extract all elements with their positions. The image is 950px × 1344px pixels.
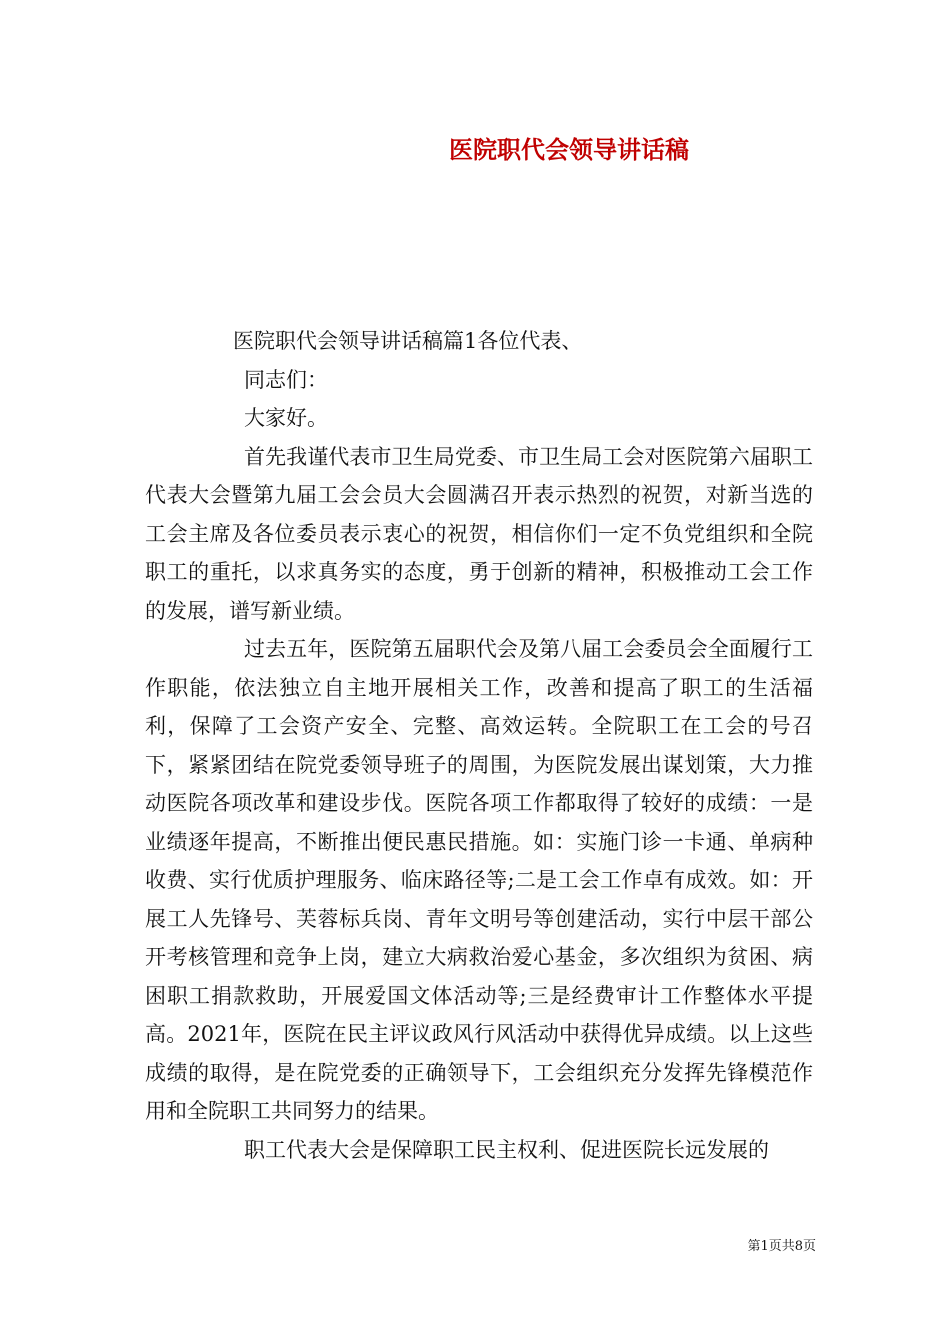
- paragraph-heading: 医院职代会领导讲话稿篇1各位代表、: [233, 329, 583, 353]
- document-body: [145, 322, 813, 1169]
- paragraph-continuation: 职工代表大会是保障职工民主权利、促进医院长远发展的: [244, 1137, 769, 1162]
- paragraph-greeting: 大家好。: [244, 406, 328, 430]
- document-title: 医院职代会领导讲话稿: [449, 135, 689, 164]
- paragraph-salutation: 同志们：: [244, 367, 328, 392]
- paragraph-review: 过去五年，医院第五届职代会及第八届工会委员会全面履行工作职能，依法独立自主地开展相关工作，改善和提高了职工的生活福利，保障了工会资产安全、完整、高效运转。全院职工在工会的号召下，紧紧团结在院党委领导班子的周围，为医院发展出谋划策，大力推动医院各项改革和建设步伐。医院各项工作都取得了较好的成绩：一是业绩逐年提高，不断推出便民惠民措施。如：实施门诊一卡通、单病种收费、实行优质护理服务、临床路径等;二是工会工作卓有成效。如：开展工人先锋号、芙蓉标兵岗、青年文明号等创建活动，实行中层干部公开考核管理和竞争上岗，建立大病救治爱心基金，多次组织为贫困、病困职工捐款救助，开展爱国文体活动等;三是经费审计工作整体水平提高。2021年，医院在民主评议政风行风活动中获得优异成绩。以上这些成绩的取得，是在院党委的正确领导下，工会组织充分发挥先锋模范作用和全院职工共同努力的结果。: [145, 637, 813, 1123]
- page-number: 第1页共8页: [747, 1239, 816, 1254]
- paragraph-congratulation: 首先我谨代表市卫生局党委、市卫生局工会对医院第六届职工代表大会暨第九届工会会员大会圆满召开表示热烈的祝贺，对新当选的工会主席及各位委员表示衷心的祝贺，相信你们一定不负党组织和全院职工的重托，以求真务实的态度，勇于创新的精神，积极推动工会工作的发展，谱写新业绩。: [145, 444, 813, 623]
